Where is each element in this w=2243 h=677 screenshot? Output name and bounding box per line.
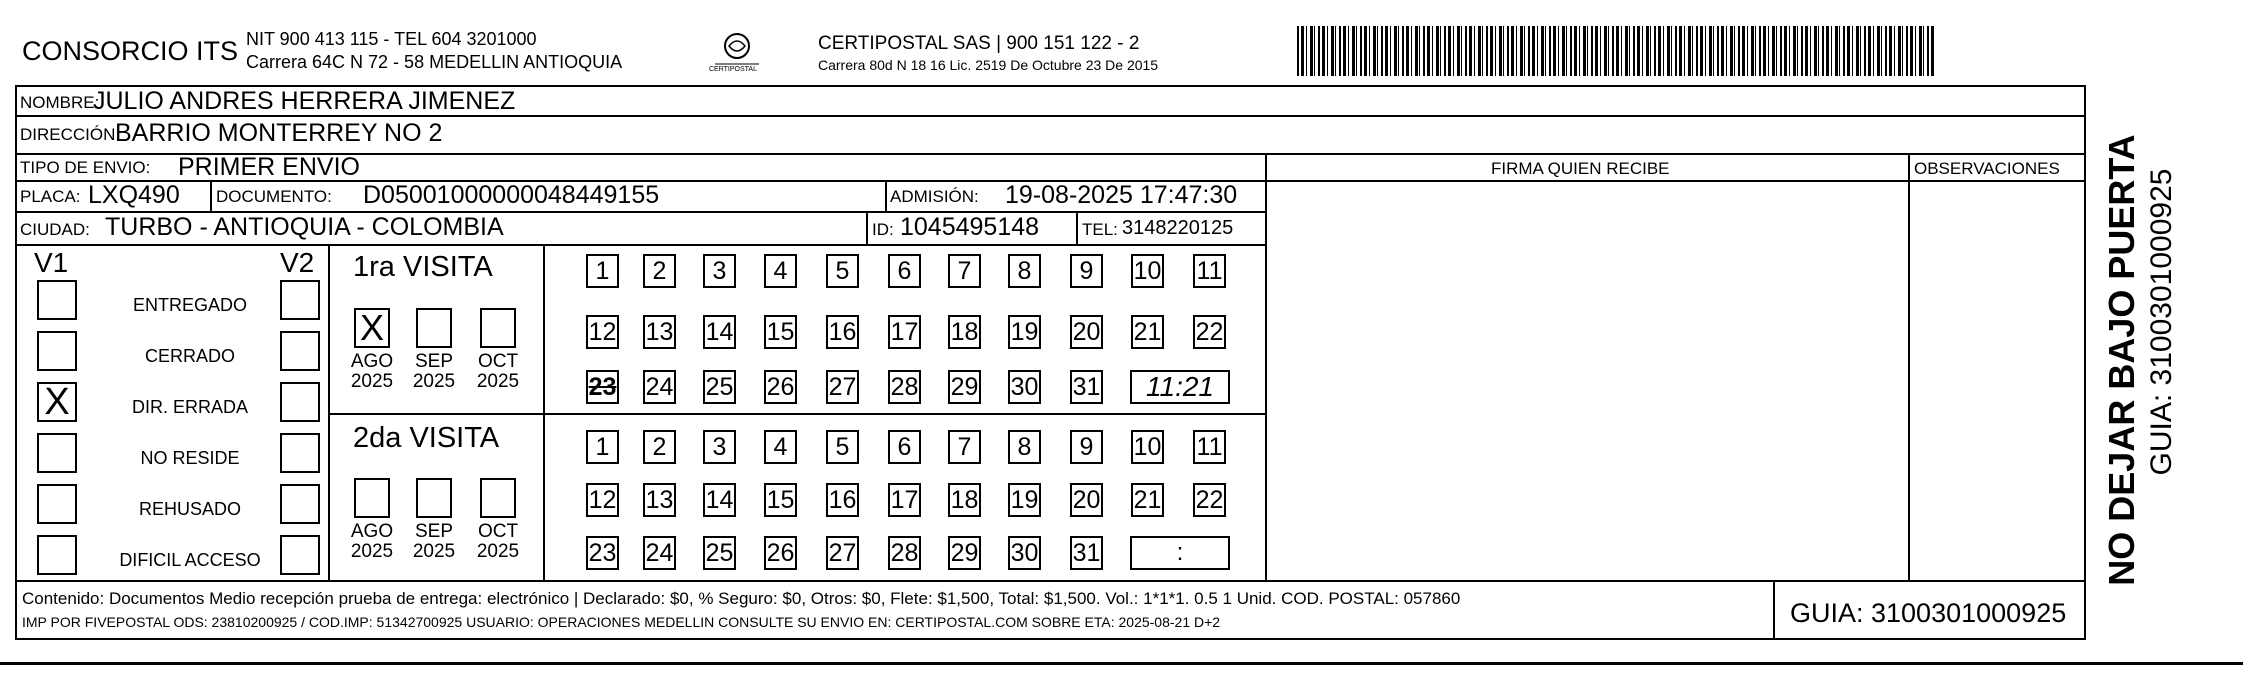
certipostal-logo — [707, 30, 767, 76]
documento-value: D05001000000048449155 — [363, 181, 660, 209]
month-label — [473, 522, 523, 562]
day-box[interactable]: 4 — [764, 430, 797, 464]
day-box[interactable]: 20 — [1070, 315, 1103, 349]
day-box[interactable]: 3 — [703, 430, 736, 464]
side-warning: NO DEJAR BAJO PUERTA — [2101, 134, 2142, 586]
observaciones-label: OBSERVACIONES — [1914, 159, 2060, 178]
firma-label: FIRMA QUIEN RECIBE — [1491, 159, 1670, 178]
company-name: CONSORCIO ITS — [22, 36, 239, 66]
month-label — [473, 352, 523, 392]
v2-checkbox[interactable] — [280, 535, 320, 575]
day-box[interactable]: 25 — [703, 370, 736, 404]
day-box[interactable]: 19 — [1008, 315, 1041, 349]
day-box[interactable]: 20 — [1070, 483, 1103, 517]
day-box[interactable]: 14 — [703, 315, 736, 349]
day-box[interactable]: 17 — [888, 315, 921, 349]
month-name: AGO — [350, 351, 394, 372]
month-label — [347, 522, 397, 562]
v1-checkbox[interactable] — [37, 280, 77, 320]
observaciones-divider — [1908, 153, 1910, 580]
day-box[interactable]: 17 — [888, 483, 921, 517]
day-box[interactable]: 24 — [643, 370, 676, 404]
admision-value: 19-08-2025 17:47:30 — [1005, 181, 1238, 209]
status-divider — [328, 244, 330, 580]
day-box[interactable]: 4 — [764, 254, 797, 288]
placa-value: LXQ490 — [88, 181, 180, 209]
day-box[interactable]: 14 — [703, 483, 736, 517]
day-box[interactable]: 11 — [1193, 430, 1226, 464]
v2-label: V2 — [280, 247, 315, 278]
month-checkbox[interactable] — [416, 308, 452, 348]
barcode — [1297, 26, 1935, 76]
month-year: 2025 — [476, 370, 520, 392]
day-box[interactable]: 16 — [826, 315, 859, 349]
day-box[interactable]: 15 — [764, 483, 797, 517]
month-checkbox[interactable] — [416, 478, 452, 518]
month-name: OCT — [477, 521, 519, 542]
day-box[interactable]: 6 — [888, 430, 921, 464]
day-box[interactable]: 30 — [1008, 536, 1041, 570]
day-box[interactable]: 28 — [888, 536, 921, 570]
day-box[interactable]: 3 — [703, 254, 736, 288]
second-visit-label: 2da VISITA — [353, 422, 500, 454]
row-divider — [15, 580, 2086, 582]
row-divider — [15, 115, 2086, 117]
v1-checkbox[interactable] — [37, 484, 77, 524]
status-label: CERRADO — [144, 346, 235, 366]
status-label: DIFICIL ACCESO — [119, 550, 261, 570]
day-box[interactable]: 26 — [764, 536, 797, 570]
day-box[interactable]: 15 — [764, 315, 797, 349]
day-box[interactable]: 29 — [948, 536, 981, 570]
v2-checkbox[interactable] — [280, 484, 320, 524]
second-visit-time[interactable]: : — [1130, 536, 1230, 570]
day-box[interactable]: 11 — [1193, 254, 1226, 288]
day-box[interactable]: 16 — [826, 483, 859, 517]
day-box[interactable]: 8 — [1008, 254, 1041, 288]
visit-divider — [543, 244, 545, 580]
day-box[interactable]: 19 — [1008, 483, 1041, 517]
first-visit-time[interactable]: 11:21 — [1130, 370, 1230, 404]
status-label: NO RESIDE — [140, 448, 240, 468]
month-year: 2025 — [476, 540, 520, 562]
day-box[interactable]: 31 — [1070, 536, 1103, 570]
day-box[interactable]: 22 — [1193, 483, 1226, 517]
day-box[interactable]: 2 — [643, 254, 676, 288]
day-box[interactable]: 13 — [643, 315, 676, 349]
day-box[interactable]: 29 — [948, 370, 981, 404]
visit-divider — [328, 413, 1265, 415]
month-year: 2025 — [350, 370, 394, 392]
cell-divider — [866, 211, 868, 244]
nit-line: NIT 900 413 115 - TEL 604 3201000 — [246, 29, 537, 49]
v1-label: V1 — [34, 247, 69, 278]
month-year: 2025 — [350, 540, 394, 562]
day-box[interactable]: 10 — [1131, 254, 1164, 288]
ciudad-label: CIUDAD: — [20, 220, 90, 239]
month-name: SEP — [414, 521, 454, 542]
day-box[interactable]: 12 — [586, 315, 619, 349]
certipostal-address: Carrera 80d N 18 16 Lic. 2519 De Octubre 23 De 2015 — [818, 57, 1159, 73]
v1-checkbox[interactable] — [37, 331, 77, 371]
day-box[interactable]: 26 — [764, 370, 797, 404]
cell-divider — [1076, 211, 1078, 244]
day-box[interactable]: 2 — [643, 430, 676, 464]
imp-line: IMP POR FIVEPOSTAL ODS: 23810200925 / COD.IMP: 51342700925 USUARIO: OPERACIONES MEDELLIN CONSULTE SU ENVIO EN: CERTIPOSTAL.COM SOBRE ETA: 2025-08-21 D+2 — [22, 614, 1221, 630]
status-label: DIR. ERRADA — [131, 397, 248, 417]
tipo-envio-label: TIPO DE ENVIO: — [20, 158, 151, 177]
month-label — [347, 352, 397, 392]
month-checkbox[interactable] — [354, 478, 390, 518]
day-box[interactable]: 21 — [1131, 483, 1164, 517]
day-box[interactable]: 18 — [948, 315, 981, 349]
tipo-envio-value: PRIMER ENVIO — [178, 153, 360, 181]
day-box[interactable]: 13 — [643, 483, 676, 517]
day-box[interactable]: 28 — [888, 370, 921, 404]
documento-label: DOCUMENTO: — [216, 187, 332, 206]
day-box[interactable]: 8 — [1008, 430, 1041, 464]
company-address: Carrera 64C N 72 - 58 MEDELLIN ANTIOQUIA — [246, 52, 623, 72]
day-box[interactable]: 5 — [826, 430, 859, 464]
status-label: ENTREGADO — [132, 295, 247, 315]
page-bottom-edge — [0, 662, 2243, 665]
id-label: ID: — [872, 220, 894, 239]
day-box[interactable]: 23 — [586, 370, 619, 404]
v2-checkbox[interactable] — [280, 382, 320, 422]
cell-divider — [210, 180, 212, 211]
day-box[interactable]: 27 — [826, 536, 859, 570]
status-label: REHUSADO — [138, 499, 241, 519]
certipostal-line: CERTIPOSTAL SAS | 900 151 122 - 2 — [818, 33, 1140, 54]
logo-caption: CERTIPOSTAL — [709, 66, 757, 73]
v2-checkbox[interactable] — [280, 331, 320, 371]
firma-divider — [1265, 153, 1267, 580]
day-box[interactable]: 23 — [586, 536, 619, 570]
contenido-line: Contenido: Documentos Medio recepción prueba de entrega: electrónico | Declarado: $0, % Seguro: $0, Otros: $0, Flete: $1,500, Total: $1,500. Vol.: 1*1*1. 0.5 1 Unid. COD. POSTAL: 057860 — [22, 589, 1461, 608]
month-label — [409, 522, 459, 562]
month-label — [409, 352, 459, 392]
month-name: SEP — [414, 351, 454, 372]
id-value: 1045495148 — [900, 213, 1040, 241]
v1-checkbox[interactable]: X — [37, 382, 77, 422]
nombre-value: JULIO ANDRES HERRERA JIMENEZ — [93, 87, 516, 115]
tel-value: 3148220125 — [1122, 217, 1234, 239]
day-box[interactable]: 6 — [888, 254, 921, 288]
month-checkbox[interactable] — [480, 308, 516, 348]
footer-divider — [1773, 580, 1775, 640]
direccion-value: BARRIO MONTERREY NO 2 — [115, 119, 443, 147]
direccion-label: DIRECCIÓN: — [20, 125, 121, 144]
row-divider — [15, 244, 1265, 246]
admision-label: ADMISIÓN: — [890, 187, 979, 206]
v2-checkbox[interactable] — [280, 433, 320, 473]
day-box[interactable]: 12 — [586, 483, 619, 517]
nombre-label: NOMBRE: — [20, 93, 100, 112]
day-box[interactable]: 21 — [1131, 315, 1164, 349]
v1-checkbox[interactable] — [37, 433, 77, 473]
day-box[interactable]: 9 — [1070, 254, 1103, 288]
placa-label: PLACA: — [20, 187, 81, 206]
day-box[interactable]: 7 — [948, 430, 981, 464]
day-box[interactable]: 22 — [1193, 315, 1226, 349]
day-box[interactable]: 7 — [948, 254, 981, 288]
month-year: 2025 — [412, 370, 456, 392]
day-box[interactable]: 1 — [586, 430, 619, 464]
day-box[interactable]: 25 — [703, 536, 736, 570]
day-box[interactable]: 18 — [948, 483, 981, 517]
first-visit-label: 1ra VISITA — [353, 251, 493, 283]
day-box[interactable]: 1 — [586, 254, 619, 288]
month-checkbox[interactable] — [480, 478, 516, 518]
day-box[interactable]: 5 — [826, 254, 859, 288]
day-box[interactable]: 27 — [826, 370, 859, 404]
v1-checkbox[interactable] — [37, 535, 77, 575]
month-name: AGO — [350, 521, 394, 542]
footer-guia: GUIA: 3100301000925 — [1790, 598, 2067, 628]
month-name: OCT — [477, 351, 519, 372]
ciudad-value: TURBO - ANTIOQUIA - COLOMBIA — [105, 213, 504, 241]
month-year: 2025 — [412, 540, 456, 562]
day-box[interactable]: 31 — [1070, 370, 1103, 404]
day-box[interactable]: 10 — [1131, 430, 1164, 464]
month-checkbox[interactable]: X — [354, 308, 390, 348]
cell-divider — [885, 180, 887, 211]
tel-label: TEL: — [1082, 220, 1118, 239]
day-box[interactable]: 30 — [1008, 370, 1041, 404]
side-guia: GUIA: 3100301000925 — [2145, 168, 2178, 476]
day-box[interactable]: 24 — [643, 536, 676, 570]
day-box[interactable]: 9 — [1070, 430, 1103, 464]
v2-checkbox[interactable] — [280, 280, 320, 320]
